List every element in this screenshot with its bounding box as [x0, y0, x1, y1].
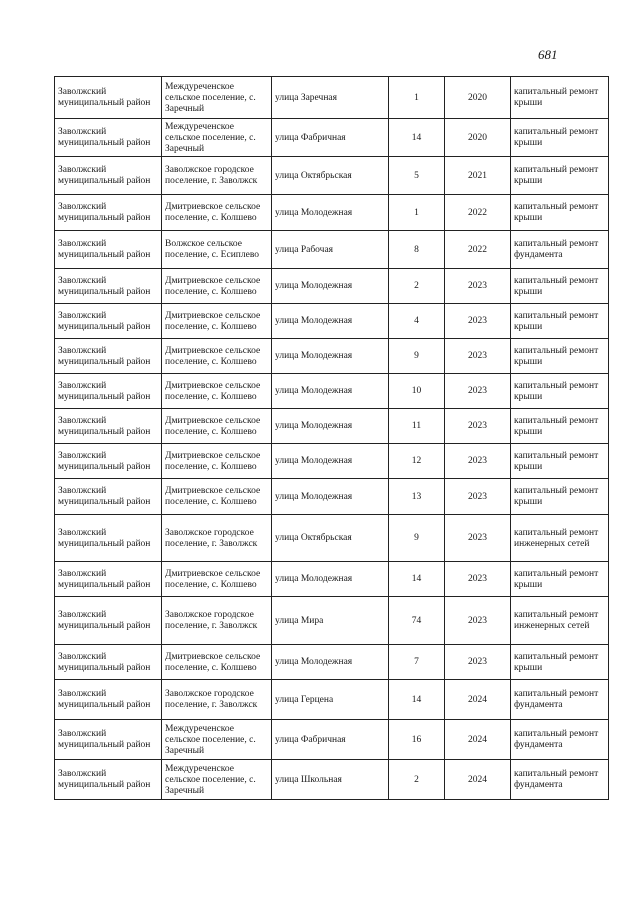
- district-cell: Заволжский муниципальный район: [55, 444, 162, 479]
- district-cell: Заволжский муниципальный район: [55, 597, 162, 645]
- street-cell: улица Школьная: [272, 760, 389, 800]
- street-cell: улица Заречная: [272, 77, 389, 119]
- settlement-cell: Дмитриевское сельское поселение, с. Колшево: [162, 444, 272, 479]
- district-cell: Заволжский муниципальный район: [55, 374, 162, 409]
- district-cell: Заволжский муниципальный район: [55, 409, 162, 444]
- street-cell: улица Молодежная: [272, 374, 389, 409]
- district-cell: Заволжский муниципальный район: [55, 645, 162, 680]
- settlement-cell: Дмитриевское сельское поселение, с. Колшево: [162, 645, 272, 680]
- street-cell: улица Молодежная: [272, 304, 389, 339]
- street-cell: улица Молодежная: [272, 562, 389, 597]
- street-cell: улица Молодежная: [272, 195, 389, 231]
- settlement-cell: Дмитриевское сельское поселение, с. Колшево: [162, 304, 272, 339]
- house-number-cell: 4: [389, 304, 445, 339]
- settlement-cell: Волжское сельское поселение, с. Есиплево: [162, 231, 272, 269]
- street-cell: улица Молодежная: [272, 479, 389, 515]
- page-number: 681: [538, 47, 558, 62]
- district-cell: Заволжский муниципальный район: [55, 304, 162, 339]
- district-cell: Заволжский муниципальный район: [55, 720, 162, 760]
- settlement-cell: Междуреченское сельское поселение, с. Заречный: [162, 77, 272, 119]
- street-cell: улица Молодежная: [272, 409, 389, 444]
- district-cell: Заволжский муниципальный район: [55, 195, 162, 231]
- street-cell: улица Молодежная: [272, 339, 389, 374]
- house-number-cell: 13: [389, 479, 445, 515]
- work-type-cell: капитальный ремонт инженерных сетей: [511, 597, 609, 645]
- house-number-cell: 16: [389, 720, 445, 760]
- table-row: [55, 339, 609, 374]
- year-cell: 2020: [445, 77, 511, 119]
- table-row: [55, 304, 609, 339]
- table-row: [55, 374, 609, 409]
- year-cell: 2023: [445, 269, 511, 304]
- table-row: [55, 562, 609, 597]
- year-cell: 2020: [445, 119, 511, 157]
- street-cell: улица Фабричная: [272, 720, 389, 760]
- year-cell: 2022: [445, 195, 511, 231]
- year-cell: 2024: [445, 760, 511, 800]
- table-row: [55, 444, 609, 479]
- table-body: [55, 77, 609, 800]
- district-cell: Заволжский муниципальный район: [55, 562, 162, 597]
- work-type-cell: капитальный ремонт крыши: [511, 77, 609, 119]
- table-row: [55, 157, 609, 195]
- street-cell: улица Рабочая: [272, 231, 389, 269]
- work-type-cell: капитальный ремонт фундамента: [511, 760, 609, 800]
- housing-repair-table: [54, 76, 609, 800]
- year-cell: 2023: [445, 597, 511, 645]
- work-type-cell: капитальный ремонт крыши: [511, 374, 609, 409]
- house-number-cell: 1: [389, 195, 445, 231]
- work-type-cell: капитальный ремонт фундамента: [511, 720, 609, 760]
- settlement-cell: Дмитриевское сельское поселение, с. Колшево: [162, 409, 272, 444]
- street-cell: улица Мира: [272, 597, 389, 645]
- house-number-cell: 2: [389, 269, 445, 304]
- house-number-cell: 14: [389, 562, 445, 597]
- street-cell: улица Молодежная: [272, 645, 389, 680]
- house-number-cell: 5: [389, 157, 445, 195]
- street-cell: улица Молодежная: [272, 269, 389, 304]
- settlement-cell: Дмитриевское сельское поселение, с. Колшево: [162, 339, 272, 374]
- house-number-cell: 10: [389, 374, 445, 409]
- work-type-cell: капитальный ремонт крыши: [511, 479, 609, 515]
- district-cell: Заволжский муниципальный район: [55, 77, 162, 119]
- table-row: [55, 645, 609, 680]
- house-number-cell: 11: [389, 409, 445, 444]
- year-cell: 2023: [445, 304, 511, 339]
- work-type-cell: капитальный ремонт крыши: [511, 119, 609, 157]
- table-row: [55, 515, 609, 562]
- street-cell: улица Октябрьская: [272, 515, 389, 562]
- work-type-cell: капитальный ремонт фундамента: [511, 680, 609, 720]
- settlement-cell: Междуреченское сельское поселение, с. Заречный: [162, 119, 272, 157]
- district-cell: Заволжский муниципальный район: [55, 515, 162, 562]
- year-cell: 2023: [445, 515, 511, 562]
- settlement-cell: Дмитриевское сельское поселение, с. Колшево: [162, 479, 272, 515]
- settlement-cell: Междуреченское сельское поселение, с. Заречный: [162, 720, 272, 760]
- year-cell: 2021: [445, 157, 511, 195]
- district-cell: Заволжский муниципальный район: [55, 269, 162, 304]
- table-row: [55, 479, 609, 515]
- settlement-cell: Междуреченское сельское поселение, с. Заречный: [162, 760, 272, 800]
- table-row: [55, 720, 609, 760]
- street-cell: улица Герцена: [272, 680, 389, 720]
- settlement-cell: Дмитриевское сельское поселение, с. Колшево: [162, 195, 272, 231]
- house-number-cell: 9: [389, 339, 445, 374]
- work-type-cell: капитальный ремонт крыши: [511, 269, 609, 304]
- district-cell: Заволжский муниципальный район: [55, 119, 162, 157]
- work-type-cell: капитальный ремонт фундамента: [511, 231, 609, 269]
- table-row: [55, 119, 609, 157]
- district-cell: Заволжский муниципальный район: [55, 157, 162, 195]
- street-cell: улица Молодежная: [272, 444, 389, 479]
- year-cell: 2023: [445, 409, 511, 444]
- house-number-cell: 7: [389, 645, 445, 680]
- house-number-cell: 12: [389, 444, 445, 479]
- table-row: [55, 409, 609, 444]
- year-cell: 2023: [445, 339, 511, 374]
- district-cell: Заволжский муниципальный район: [55, 760, 162, 800]
- work-type-cell: капитальный ремонт крыши: [511, 562, 609, 597]
- district-cell: Заволжский муниципальный район: [55, 680, 162, 720]
- house-number-cell: 1: [389, 77, 445, 119]
- house-number-cell: 2: [389, 760, 445, 800]
- year-cell: 2023: [445, 562, 511, 597]
- work-type-cell: капитальный ремонт крыши: [511, 304, 609, 339]
- work-type-cell: капитальный ремонт крыши: [511, 409, 609, 444]
- work-type-cell: капитальный ремонт крыши: [511, 444, 609, 479]
- table-row: [55, 760, 609, 800]
- district-cell: Заволжский муниципальный район: [55, 231, 162, 269]
- work-type-cell: капитальный ремонт крыши: [511, 195, 609, 231]
- street-cell: улица Фабричная: [272, 119, 389, 157]
- year-cell: 2023: [445, 374, 511, 409]
- work-type-cell: капитальный ремонт крыши: [511, 157, 609, 195]
- street-cell: улица Октябрьская: [272, 157, 389, 195]
- house-number-cell: 74: [389, 597, 445, 645]
- settlement-cell: Заволжское городское поселение, г. Заволжск: [162, 157, 272, 195]
- settlement-cell: Заволжское городское поселение, г. Заволжск: [162, 680, 272, 720]
- table-row: [55, 269, 609, 304]
- district-cell: Заволжский муниципальный район: [55, 339, 162, 374]
- house-number-cell: 8: [389, 231, 445, 269]
- house-number-cell: 9: [389, 515, 445, 562]
- work-type-cell: капитальный ремонт крыши: [511, 339, 609, 374]
- year-cell: 2022: [445, 231, 511, 269]
- table-row: [55, 195, 609, 231]
- work-type-cell: капитальный ремонт инженерных сетей: [511, 515, 609, 562]
- district-cell: Заволжский муниципальный район: [55, 479, 162, 515]
- year-cell: 2023: [445, 444, 511, 479]
- house-number-cell: 14: [389, 119, 445, 157]
- settlement-cell: Дмитриевское сельское поселение, с. Колшево: [162, 269, 272, 304]
- work-type-cell: капитальный ремонт крыши: [511, 645, 609, 680]
- settlement-cell: Заволжское городское поселение, г. Заволжск: [162, 515, 272, 562]
- year-cell: 2024: [445, 720, 511, 760]
- settlement-cell: Дмитриевское сельское поселение, с. Колшево: [162, 562, 272, 597]
- year-cell: 2023: [445, 645, 511, 680]
- table-row: [55, 597, 609, 645]
- settlement-cell: Заволжское городское поселение, г. Заволжск: [162, 597, 272, 645]
- house-number-cell: 14: [389, 680, 445, 720]
- year-cell: 2023: [445, 479, 511, 515]
- settlement-cell: Дмитриевское сельское поселение, с. Колшево: [162, 374, 272, 409]
- year-cell: 2024: [445, 680, 511, 720]
- table-row: [55, 231, 609, 269]
- table-row: [55, 680, 609, 720]
- table-row: [55, 77, 609, 119]
